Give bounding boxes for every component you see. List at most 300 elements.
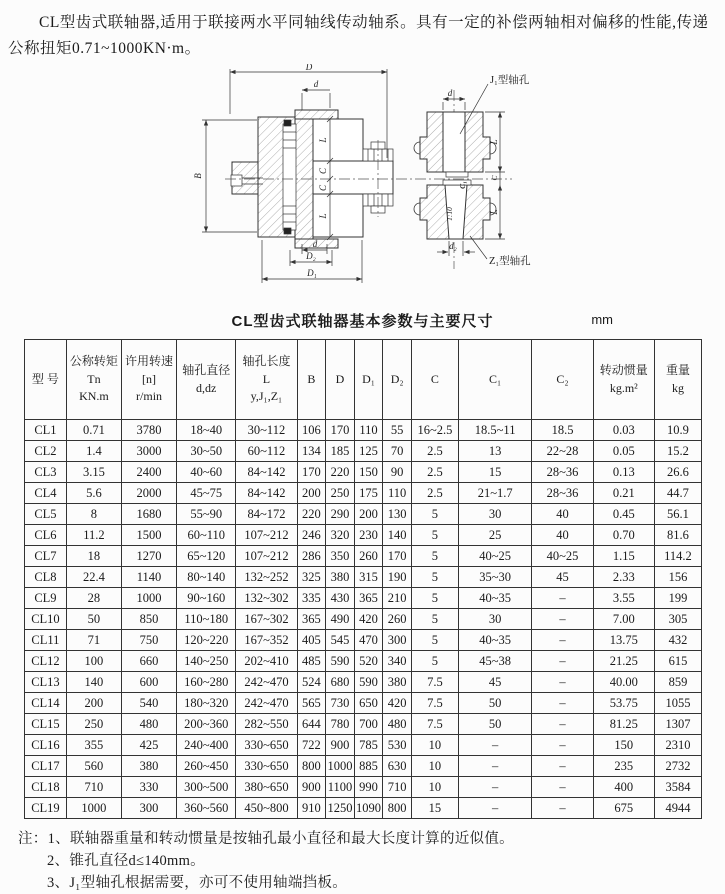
value-cell: 1270 xyxy=(121,546,176,567)
value-cell: 220 xyxy=(297,504,326,525)
value-cell: 710 xyxy=(66,777,121,798)
value-cell: 800 xyxy=(297,756,326,777)
table-unit: mm xyxy=(591,312,613,327)
column-header: D₂ xyxy=(383,340,412,420)
value-cell: 45 xyxy=(458,672,532,693)
value-cell: 480 xyxy=(383,714,412,735)
value-cell: 2000 xyxy=(121,483,176,504)
value-cell: 167~352 xyxy=(236,630,297,651)
model-cell: CL16 xyxy=(25,735,67,756)
value-cell: 110 xyxy=(354,420,383,441)
value-cell: 30 xyxy=(458,504,532,525)
value-cell: 0.70 xyxy=(593,525,654,546)
value-cell: 150 xyxy=(354,462,383,483)
table-row xyxy=(25,525,702,546)
value-cell: 785 xyxy=(354,735,383,756)
value-cell: 230 xyxy=(354,525,383,546)
value-cell: 71 xyxy=(66,630,121,651)
value-cell: 305 xyxy=(654,609,701,630)
value-cell: 900 xyxy=(297,777,326,798)
value-cell: 1100 xyxy=(326,777,355,798)
value-cell: 565 xyxy=(297,693,326,714)
value-cell: 750 xyxy=(121,630,176,651)
note-line xyxy=(18,850,725,872)
value-cell: 167~302 xyxy=(236,609,297,630)
value-cell: 644 xyxy=(297,714,326,735)
model-cell: CL15 xyxy=(25,714,67,735)
value-cell: 380 xyxy=(326,567,355,588)
value-cell: 40.00 xyxy=(593,672,654,693)
value-cell: 780 xyxy=(326,714,355,735)
model-cell: CL10 xyxy=(25,609,67,630)
value-cell: – xyxy=(532,714,593,735)
value-cell: 859 xyxy=(654,672,701,693)
dim-label-C-upper: C xyxy=(318,167,328,175)
value-cell: 242~470 xyxy=(236,693,297,714)
value-cell: 0.45 xyxy=(593,504,654,525)
value-cell: 2.33 xyxy=(593,567,654,588)
column-header: D xyxy=(326,340,355,420)
value-cell: 1.15 xyxy=(593,546,654,567)
value-cell: 84~142 xyxy=(236,462,297,483)
value-cell: 134 xyxy=(297,441,326,462)
value-cell: 900 xyxy=(326,735,355,756)
value-cell: 300 xyxy=(383,630,412,651)
value-cell: 660 xyxy=(121,651,176,672)
value-cell: – xyxy=(532,630,593,651)
value-cell: 365 xyxy=(297,609,326,630)
value-cell: 18~40 xyxy=(177,420,236,441)
value-cell: 55~90 xyxy=(177,504,236,525)
value-cell: 60~112 xyxy=(236,441,297,462)
value-cell: 185 xyxy=(326,441,355,462)
value-cell: 50 xyxy=(458,693,532,714)
table-row xyxy=(25,735,702,756)
value-cell: 286 xyxy=(297,546,326,567)
value-cell: 1000 xyxy=(66,798,121,819)
value-cell: 530 xyxy=(383,735,412,756)
value-cell: 615 xyxy=(654,651,701,672)
value-cell: 1090 xyxy=(354,798,383,819)
value-cell: 140 xyxy=(66,672,121,693)
value-cell: 132~252 xyxy=(236,567,297,588)
column-header: B xyxy=(297,340,326,420)
value-cell: 84~172 xyxy=(236,504,297,525)
value-cell: 524 xyxy=(297,672,326,693)
table-row xyxy=(25,672,702,693)
note-line xyxy=(18,828,725,850)
value-cell: 40~25 xyxy=(532,546,593,567)
column-header: C xyxy=(411,340,458,420)
model-cell: CL4 xyxy=(25,483,67,504)
value-cell: 800 xyxy=(383,798,412,819)
value-cell: 1680 xyxy=(121,504,176,525)
value-cell: 202~410 xyxy=(236,651,297,672)
value-cell: 365 xyxy=(354,588,383,609)
dim-label-C-right: C xyxy=(490,175,499,181)
value-cell: 240~400 xyxy=(177,735,236,756)
j1-bore xyxy=(443,112,465,172)
value-cell: 432 xyxy=(654,630,701,651)
value-cell: 56.1 xyxy=(654,504,701,525)
value-cell: 1250 xyxy=(326,798,355,819)
model-cell: CL13 xyxy=(25,672,67,693)
value-cell: 53.75 xyxy=(593,693,654,714)
model-cell: CL14 xyxy=(25,693,67,714)
value-cell: 65~120 xyxy=(177,546,236,567)
value-cell: 430 xyxy=(326,588,355,609)
dim-label-L-lower: L xyxy=(318,213,328,219)
value-cell: 380~650 xyxy=(236,777,297,798)
value-cell: 590 xyxy=(326,651,355,672)
value-cell: 55 xyxy=(383,420,412,441)
value-cell: 420 xyxy=(354,609,383,630)
params-table xyxy=(24,339,702,819)
value-cell: 490 xyxy=(326,609,355,630)
value-cell: 13 xyxy=(458,441,532,462)
value-cell: 18.5 xyxy=(532,420,593,441)
value-cell: 600 xyxy=(121,672,176,693)
model-cell: CL3 xyxy=(25,462,67,483)
table-row xyxy=(25,546,702,567)
value-cell: 355 xyxy=(66,735,121,756)
value-cell: 13.75 xyxy=(593,630,654,651)
value-cell: 242~470 xyxy=(236,672,297,693)
value-cell: 290 xyxy=(326,504,355,525)
intro-paragraph: CL型齿式联轴器,适用于联接两水平同轴线传动轴系。具有一定的补偿两轴相对偏移的性能,传递公称扭矩0.71~1000KN·m。 xyxy=(8,14,709,57)
value-cell: 700 xyxy=(354,714,383,735)
value-cell: 30~50 xyxy=(177,441,236,462)
value-cell: 200 xyxy=(354,504,383,525)
value-cell: – xyxy=(532,588,593,609)
column-header: C₂ xyxy=(532,340,593,420)
value-cell: 1500 xyxy=(121,525,176,546)
value-cell: 5.6 xyxy=(66,483,121,504)
value-cell: 335 xyxy=(297,588,326,609)
value-cell: 10 xyxy=(411,756,458,777)
value-cell: 545 xyxy=(326,630,355,651)
table-row xyxy=(25,798,702,819)
value-cell: 30 xyxy=(458,609,532,630)
value-cell: 650 xyxy=(354,693,383,714)
value-cell: 22~28 xyxy=(532,441,593,462)
value-cell: – xyxy=(532,693,593,714)
value-cell: 110 xyxy=(383,483,412,504)
value-cell: 3000 xyxy=(121,441,176,462)
value-cell: 107~212 xyxy=(236,525,297,546)
value-cell: 675 xyxy=(593,798,654,819)
value-cell: 250 xyxy=(326,483,355,504)
value-cell: 15 xyxy=(411,798,458,819)
table-title: CL型齿式联轴器基本参数与主要尺寸 xyxy=(231,313,494,330)
value-cell: 330 xyxy=(121,777,176,798)
dim-label-d-top: d xyxy=(313,79,319,89)
table-title-row xyxy=(0,310,725,336)
value-cell: 140 xyxy=(383,525,412,546)
column-header: 型 号 xyxy=(25,340,67,420)
value-cell: 405 xyxy=(297,630,326,651)
value-cell: 3.55 xyxy=(593,588,654,609)
value-cell: 110~180 xyxy=(177,609,236,630)
value-cell: 50 xyxy=(458,714,532,735)
value-cell: – xyxy=(458,735,532,756)
dim-label-d2: d₂ xyxy=(449,241,457,251)
model-cell: CL19 xyxy=(25,798,67,819)
value-cell: 340 xyxy=(383,651,412,672)
value-cell: 25 xyxy=(458,525,532,546)
table-row xyxy=(25,504,702,525)
value-cell: 260 xyxy=(383,609,412,630)
value-cell: 28 xyxy=(66,588,121,609)
model-cell: CL11 xyxy=(25,630,67,651)
value-cell: 1140 xyxy=(121,567,176,588)
value-cell: 140~250 xyxy=(177,651,236,672)
table-row xyxy=(25,756,702,777)
value-cell: 35~30 xyxy=(458,567,532,588)
value-cell: 50 xyxy=(66,609,121,630)
value-cell: 325 xyxy=(297,567,326,588)
value-cell: 100 xyxy=(66,651,121,672)
value-cell: 175 xyxy=(354,483,383,504)
value-cell: 107~212 xyxy=(236,546,297,567)
note-item: 2、锥孔直径d≤140mm。 xyxy=(47,853,205,869)
column-header: 重量 kg xyxy=(654,340,701,420)
dim-label-D: D xyxy=(305,64,313,72)
z1-hole-label: Z₁型轴孔 xyxy=(489,256,531,267)
value-cell: 360~560 xyxy=(177,798,236,819)
value-cell: – xyxy=(532,798,593,819)
value-cell: 630 xyxy=(383,756,412,777)
table-row xyxy=(25,588,702,609)
value-cell: 680 xyxy=(326,672,355,693)
value-cell: – xyxy=(532,756,593,777)
table-row xyxy=(25,630,702,651)
value-cell: 114.2 xyxy=(654,546,701,567)
value-cell: 10 xyxy=(411,735,458,756)
value-cell: 200 xyxy=(297,483,326,504)
value-cell: 40~35 xyxy=(458,588,532,609)
value-cell: 5 xyxy=(411,525,458,546)
dim-label-B: B xyxy=(193,173,203,179)
value-cell: 260~450 xyxy=(177,756,236,777)
column-header: 轴孔长度 L y,J₁,Z₁ xyxy=(236,340,297,420)
model-cell: CL1 xyxy=(25,420,67,441)
column-header: 公称转矩 Tn KN.m xyxy=(66,340,121,420)
right-view xyxy=(414,112,496,239)
value-cell: 170 xyxy=(297,462,326,483)
value-cell: 850 xyxy=(121,609,176,630)
value-cell: 180~320 xyxy=(177,693,236,714)
column-header: 转动惯量 kg.m² xyxy=(593,340,654,420)
value-cell: 7.5 xyxy=(411,714,458,735)
coupling-diagram xyxy=(0,64,725,306)
value-cell: 400 xyxy=(593,777,654,798)
value-cell: 210 xyxy=(383,588,412,609)
model-cell: CL5 xyxy=(25,504,67,525)
table-row xyxy=(25,693,702,714)
value-cell: 170 xyxy=(326,420,355,441)
notes xyxy=(0,819,725,894)
value-cell: 40 xyxy=(532,525,593,546)
value-cell: 0.71 xyxy=(66,420,121,441)
table-row xyxy=(25,420,702,441)
table-header-row xyxy=(25,340,702,420)
value-cell: 5 xyxy=(411,609,458,630)
value-cell: 350 xyxy=(326,546,355,567)
value-cell: 0.03 xyxy=(593,420,654,441)
gear-teeth-detail xyxy=(283,120,296,234)
value-cell: 5 xyxy=(411,651,458,672)
column-header: 轴孔直径 d,dz xyxy=(177,340,236,420)
value-cell: 84~142 xyxy=(236,483,297,504)
value-cell: 5 xyxy=(411,504,458,525)
value-cell: 30~112 xyxy=(236,420,297,441)
value-cell: 590 xyxy=(354,672,383,693)
dim-label-C1-right: C₁ xyxy=(458,181,467,189)
value-cell: 2310 xyxy=(654,735,701,756)
table-body xyxy=(25,420,702,819)
value-cell: 300~500 xyxy=(177,777,236,798)
dim-label-L-right-top: L xyxy=(489,139,499,145)
value-cell: 40~60 xyxy=(177,462,236,483)
dim-label-d-right: d xyxy=(447,88,453,98)
value-cell: 282~550 xyxy=(236,714,297,735)
value-cell: 235 xyxy=(593,756,654,777)
model-cell: CL17 xyxy=(25,756,67,777)
value-cell: 15.2 xyxy=(654,441,701,462)
value-cell: 3.15 xyxy=(66,462,121,483)
value-cell: – xyxy=(458,756,532,777)
value-cell: 16~2.5 xyxy=(411,420,458,441)
value-cell: 22.4 xyxy=(66,567,121,588)
value-cell: 480 xyxy=(121,714,176,735)
value-cell: 3584 xyxy=(654,777,701,798)
value-cell: 260 xyxy=(354,546,383,567)
spigot-ring xyxy=(446,172,468,177)
value-cell: 40~25 xyxy=(458,546,532,567)
value-cell: 80~140 xyxy=(177,567,236,588)
value-cell: – xyxy=(532,651,593,672)
value-cell: 130 xyxy=(383,504,412,525)
table-row xyxy=(25,567,702,588)
note-item: 1、联轴器重量和转动惯量是按轴孔最小直径和最大长度计算的近似值。 xyxy=(47,831,514,847)
value-cell: 106 xyxy=(297,420,326,441)
value-cell: 730 xyxy=(326,693,355,714)
value-cell: – xyxy=(532,735,593,756)
value-cell: 470 xyxy=(354,630,383,651)
value-cell: 170 xyxy=(383,546,412,567)
dim-label-d-bottom: d xyxy=(312,239,318,249)
value-cell: 125 xyxy=(354,441,383,462)
value-cell: 21.25 xyxy=(593,651,654,672)
value-cell: 18.5~11 xyxy=(458,420,532,441)
value-cell: 0.21 xyxy=(593,483,654,504)
value-cell: 199 xyxy=(654,588,701,609)
value-cell: 330~650 xyxy=(236,735,297,756)
value-cell: 18 xyxy=(66,546,121,567)
value-cell: 380 xyxy=(121,756,176,777)
value-cell: 7.00 xyxy=(593,609,654,630)
value-cell: 990 xyxy=(354,777,383,798)
value-cell: 520 xyxy=(354,651,383,672)
model-cell: CL18 xyxy=(25,777,67,798)
value-cell: 26.6 xyxy=(654,462,701,483)
value-cell: 320 xyxy=(326,525,355,546)
value-cell: 885 xyxy=(354,756,383,777)
taper-label: 1:10 xyxy=(445,207,454,221)
value-cell: – xyxy=(458,798,532,819)
j1-hole-label: J₁型轴孔 xyxy=(490,75,530,86)
value-cell: 420 xyxy=(383,693,412,714)
value-cell: 485 xyxy=(297,651,326,672)
coupling-drawing xyxy=(0,64,725,306)
value-cell: 1.4 xyxy=(66,441,121,462)
value-cell: 160~280 xyxy=(177,672,236,693)
value-cell: 1000 xyxy=(121,588,176,609)
value-cell: 220 xyxy=(326,462,355,483)
value-cell: – xyxy=(532,609,593,630)
value-cell: 250 xyxy=(66,714,121,735)
value-cell: 45~38 xyxy=(458,651,532,672)
value-cell: 45 xyxy=(532,567,593,588)
value-cell: – xyxy=(532,777,593,798)
table-row xyxy=(25,609,702,630)
model-cell: CL12 xyxy=(25,651,67,672)
value-cell: 11.2 xyxy=(66,525,121,546)
value-cell: 200 xyxy=(66,693,121,714)
value-cell: 330~650 xyxy=(236,756,297,777)
value-cell: 5 xyxy=(411,567,458,588)
value-cell: 40~35 xyxy=(458,630,532,651)
value-cell: 190 xyxy=(383,567,412,588)
table-row xyxy=(25,651,702,672)
value-cell: 560 xyxy=(66,756,121,777)
value-cell: 4944 xyxy=(654,798,701,819)
value-cell: 300 xyxy=(121,798,176,819)
value-cell: 425 xyxy=(121,735,176,756)
value-cell: 10 xyxy=(411,777,458,798)
value-cell: 21~1.7 xyxy=(458,483,532,504)
value-cell: 70 xyxy=(383,441,412,462)
model-cell: CL7 xyxy=(25,546,67,567)
dim-label-L-upper: L xyxy=(318,137,328,143)
note-line xyxy=(18,872,725,894)
value-cell: 710 xyxy=(383,777,412,798)
model-cell: CL9 xyxy=(25,588,67,609)
value-cell: 2400 xyxy=(121,462,176,483)
value-cell: 156 xyxy=(654,567,701,588)
value-cell: 540 xyxy=(121,693,176,714)
dim-label-D2: D₂ xyxy=(306,251,316,261)
value-cell: 81.6 xyxy=(654,525,701,546)
value-cell: 28~36 xyxy=(532,483,593,504)
value-cell: 5 xyxy=(411,588,458,609)
value-cell: 60~110 xyxy=(177,525,236,546)
table-row xyxy=(25,462,702,483)
value-cell: 315 xyxy=(354,567,383,588)
value-cell: 0.05 xyxy=(593,441,654,462)
value-cell: 7.5 xyxy=(411,672,458,693)
model-cell: CL8 xyxy=(25,567,67,588)
value-cell: 28~36 xyxy=(532,462,593,483)
value-cell: 246 xyxy=(297,525,326,546)
value-cell: 150 xyxy=(593,735,654,756)
dim-label-L-right-bottom: L xyxy=(489,209,499,215)
value-cell: 1307 xyxy=(654,714,701,735)
dim-label-D1: D₁ xyxy=(307,268,317,278)
value-cell: 2732 xyxy=(654,756,701,777)
model-cell: CL6 xyxy=(25,525,67,546)
